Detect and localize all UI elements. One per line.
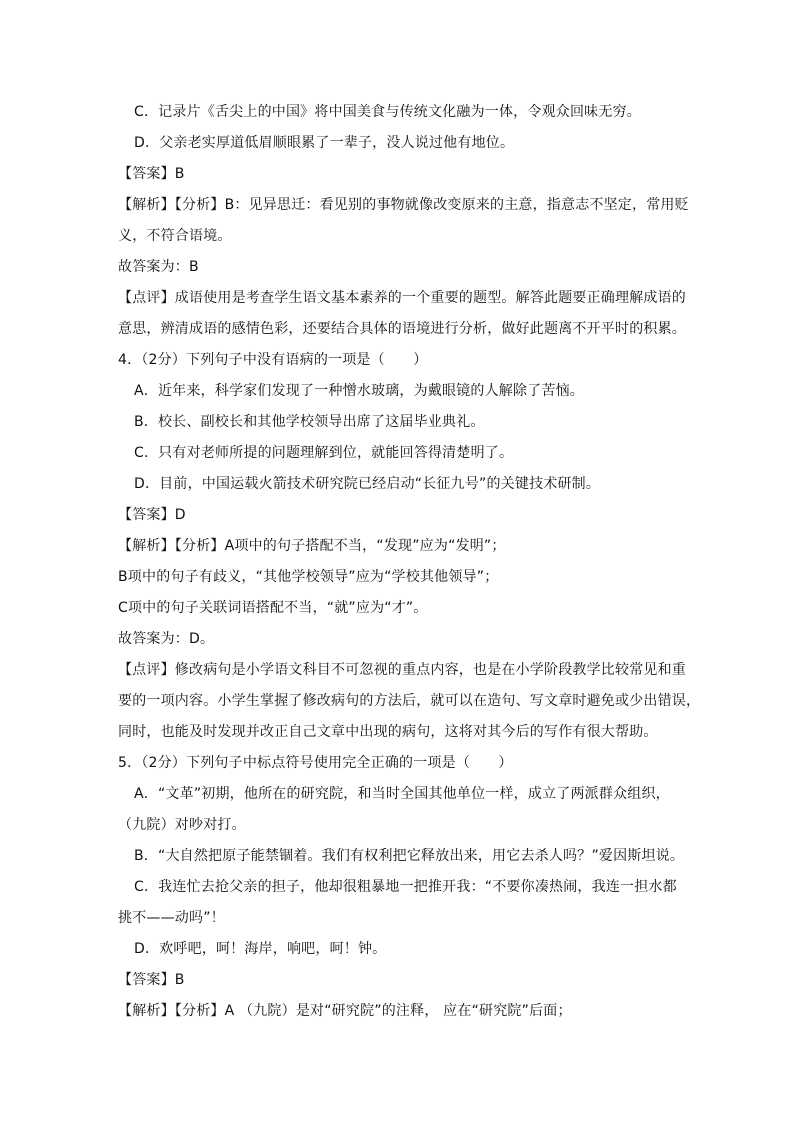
- comment-q4-line2: 要的一项内容。小学生掌握了修改病句的方法后，就可以在造句、写文章时避免或少出错误，: [118, 693, 701, 709]
- option-b-q5: B．“大自然把原子能禁锢着。我们有权利把它释放出来，用它去杀人吗？”爱因斯坦说。: [134, 848, 685, 864]
- analysis-q4-line3: C项中的句子关联词语搭配不当，“就”应为“才”。: [118, 600, 428, 616]
- comment-q4-line1: 【点评】修改病句是小学语文科目不可忽视的重点内容，也是在小学阶段教学比较常见和重: [118, 662, 686, 678]
- option-c-q5-line1: C．我连忙去抢父亲的担子，他却很粗暴地一把推开我：“不要你凑热闹，我连一担水都: [134, 879, 677, 895]
- comment-q3-line1: 【点评】成语使用是考查学生语文基本素养的一个重要的题型。解答此题要正确理解成语的: [118, 290, 686, 306]
- option-a-q5-line2: （九院）对吵对打。: [118, 817, 246, 833]
- analysis-q5-line1: 【解析】【分析】A （九院）是对“研究院”的注释， 应在“研究院”后面；: [118, 1003, 572, 1019]
- option-c-q4: C．只有对老师所提的问题理解到位，就能回答得清楚明了。: [134, 445, 514, 461]
- question-5-stem: 5．（2分）下列句子中标点符号使用完全正确的一项是（ ）: [118, 755, 513, 771]
- comment-q3-line2: 意思，辨清成语的感情色彩，还要结合具体的语境进行分析，做好此题离不开平时的积累。: [118, 321, 686, 337]
- final-answer-q3: 故答案为：B: [118, 259, 199, 275]
- option-d-q4: D．目前，中国运载火箭技术研究院已经启动“长征九号”的关键技术研制。: [134, 476, 601, 492]
- answer-q5: 【答案】B: [118, 972, 185, 988]
- analysis-q4-line1: 【解析】【分析】A项中的句子搭配不当，“发现”应为“发明”；: [118, 538, 506, 554]
- option-d-q3: D．父亲老实厚道低眉顺眼累了一辈子，没人说过他有地位。: [134, 135, 515, 151]
- analysis-q3-line2: 义，不符合语境。: [118, 228, 232, 244]
- option-a-q4: A．近年来，科学家们发现了一种憎水玻璃，为戴眼镜的人解除了苦恼。: [134, 383, 584, 399]
- option-d-q5: D．欢呼吧，呵！海岸，响吧，呵！钟。: [134, 941, 387, 957]
- question-4-stem: 4．（2分）下列句子中没有语病的一项是（ ）: [118, 352, 428, 368]
- option-a-q5-line1: A．“文革”初期，他所在的研究院，和当时全国其他单位一样，成立了两派群众组织，: [134, 786, 670, 802]
- answer-q3: 【答案】B: [118, 166, 185, 182]
- final-answer-q4: 故答案为：D。: [118, 631, 215, 647]
- option-b-q4: B．校长、副校长和其他学校领导出席了这届毕业典礼。: [134, 414, 485, 430]
- option-c-q5-line2: 挑不——动吗”！: [118, 910, 225, 926]
- option-c-q3: C．记录片《舌尖上的中国》将中国美食与传统文化融为一体，令观众回味无穷。: [134, 104, 641, 120]
- answer-q4: 【答案】D: [118, 507, 186, 523]
- comment-q4-line3: 同时，也能及时发现并改正自己文章中出现的病句，这将对其今后的写作有很大帮助。: [118, 724, 658, 740]
- analysis-q3-line1: 【解析】【分析】B：见异思迁：看见别的事物就像改变原来的主意，指意志不坚定，常用贬: [118, 197, 689, 213]
- analysis-q4-line2: B项中的句子有歧义，“其他学校领导”应为“学校其他领导”；: [118, 569, 499, 585]
